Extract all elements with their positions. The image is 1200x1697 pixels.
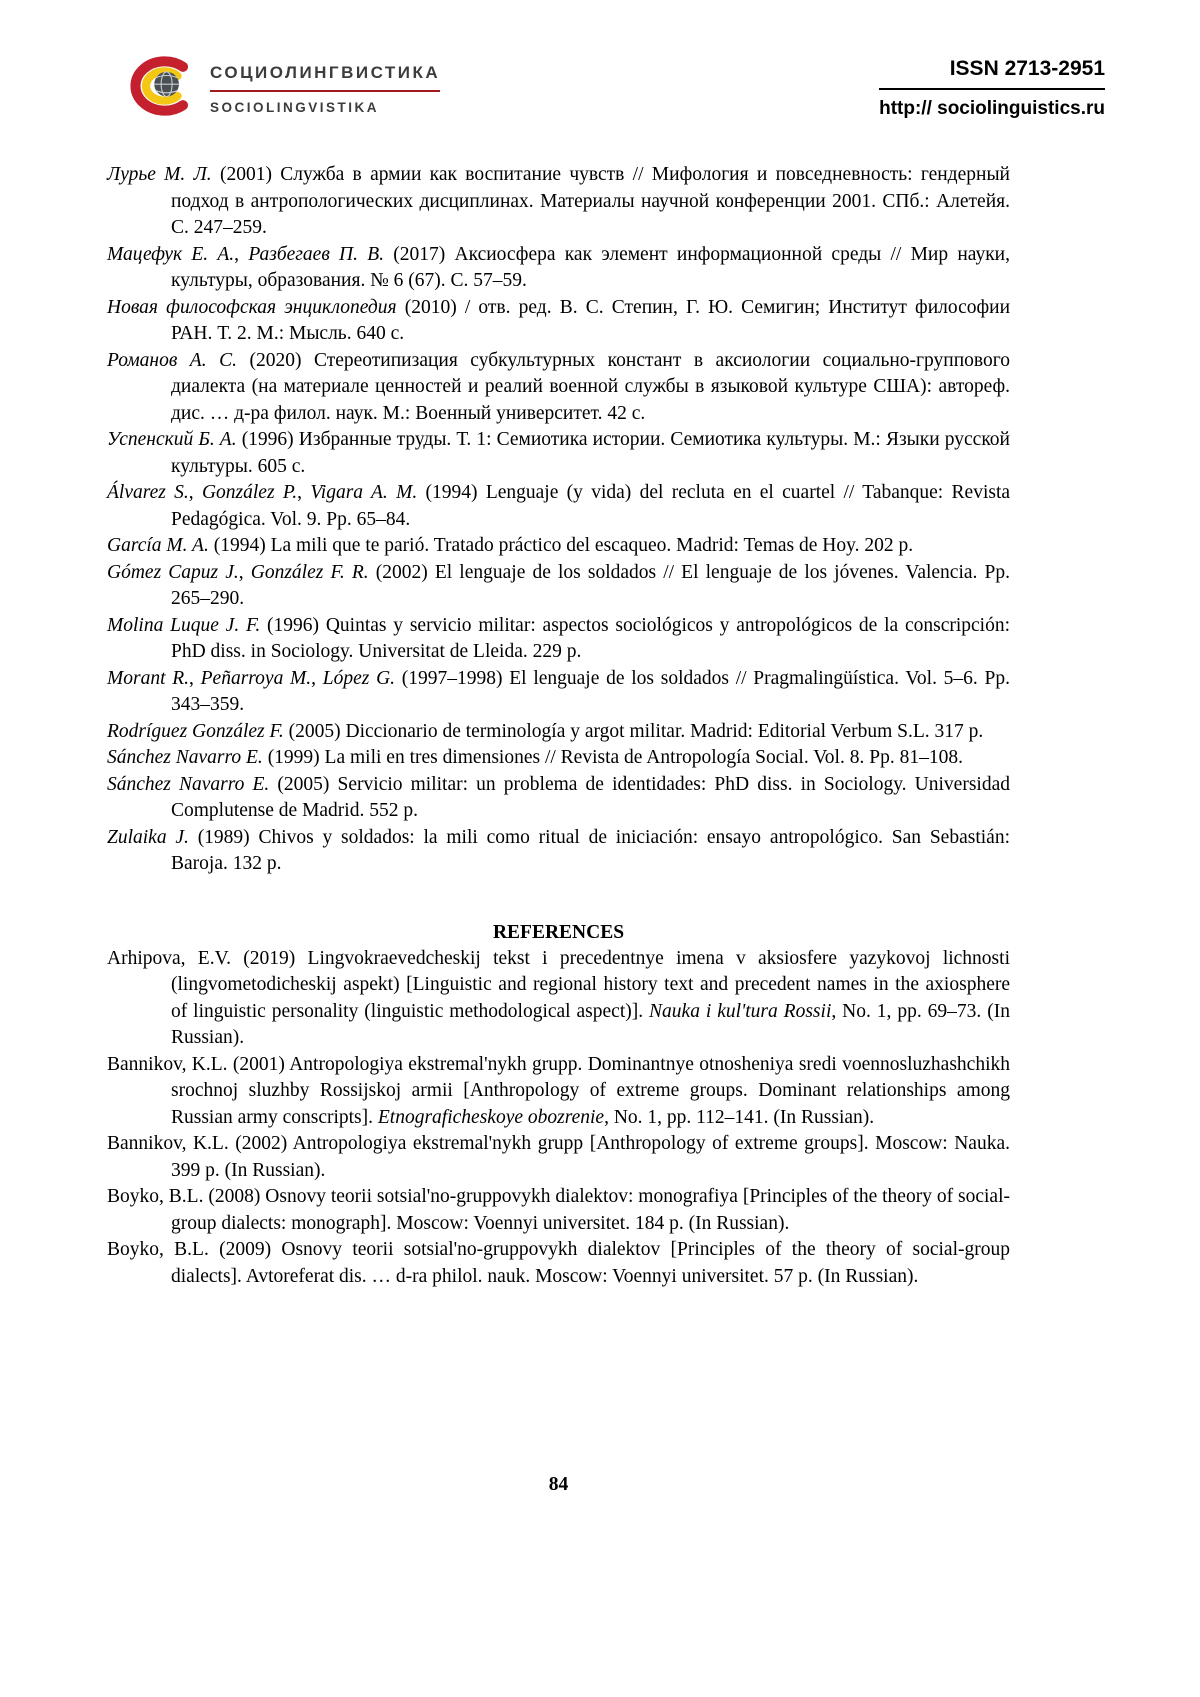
reference-italic-text: González F. R. — [250, 561, 369, 583]
reference-item — [107, 719, 1010, 746]
reference-text: (1989) Chivos y soldados: la mili como ritual de iniciación: ensayo antropológico. San Sebastián: Baroja. 132 p. — [171, 826, 1010, 874]
reference-italic-text: Molina Luque J. F. — [107, 614, 261, 636]
reference-text: (1994) Lenguaje (y vida) del recluta en el cuartel // Tabanque: Revista Pedagógica. Vol. 9. Pp. 65–84. — [171, 482, 1011, 530]
reference-item — [107, 427, 1010, 480]
reference-text: (1994) La mili que te parió. Tratado práctico del escaqueo. Madrid: Temas de Hoy. 202 p. — [208, 535, 914, 556]
reference-text: (1996) Избранные труды. Т. 1: Семиотика истории. Семиотика культуры. М.: Языки русской культуры. 605 с. — [171, 429, 1010, 477]
reference-text: (2001) Служба в армии как воспитание чувств // Мифология и повседневность: гендерный подход в антропологических дисциплинах. Материалы научной конференции 2001. СПб.: Алетейя. С. 247–259. — [171, 164, 1010, 238]
reference-text: (1997–1998) El lenguaje de los soldados // Pragmalingüística. Vol. 5–6. Pp. 343–359. — [171, 667, 1011, 715]
reference-italic-text: Zulaika J. — [107, 826, 189, 848]
reference-text: (2002) El lenguaje de los soldados // El lenguaje de los jóvenes. Valencia. Pp. 265–290. — [171, 561, 1010, 609]
reference-italic-text: Sánchez Navarro E. — [107, 747, 263, 768]
reference-italic-text: Лурье М. Л. — [107, 164, 212, 185]
reference-text: Boyko, B.L. (2009) Osnovy teorii sotsial'no-gruppovykh dialektov [Principles of the theory of social-group dialects]. Avtoreferat dis. … d-ra philol. nauk. Moscow: Voennyi universitet. 57 p. (In Russian). — [107, 1239, 1010, 1287]
reference-italic-text: Rodríguez González F. — [107, 720, 284, 742]
journal-brand — [110, 55, 440, 122]
reference-text: Boyko, B.L. (2008) Osnovy teorii sotsial'no-gruppovykh dialektov: monografiya [Principles of the theory of social-group dialects: monograph]. Moscow: Voennyi universitet. 184 p. (In Russian). — [107, 1186, 1010, 1234]
reference-italic-text: Gómez Capuz J. — [107, 561, 239, 583]
reference-text: , No. 1, pp. 69–73. (In Russian). — [171, 1000, 1010, 1048]
reference-item — [107, 1131, 1010, 1184]
reference-item — [107, 533, 1010, 560]
issn-label: ISSN 2713-2951 — [879, 57, 1105, 90]
reference-italic-text: Мацефук Е. А. — [107, 243, 235, 265]
references-heading: REFERENCES — [492, 921, 625, 943]
reference-italic-text: Álvarez S. — [107, 482, 189, 503]
reference-text: (2020) Стереотипизация субкультурных констант в аксиологии социально-группового диалекта (на материале ценностей и реалий военной службы в языковой культуре США): автореф. дис. … д-ра филол. наук. М.: Военный университет. 42 с. — [171, 349, 1010, 424]
reference-text: , — [311, 667, 323, 689]
reference-italic-text: Романов А. С. — [107, 349, 237, 371]
reference-text: , — [238, 561, 251, 583]
page-content — [107, 162, 1010, 1290]
reference-text: (2005) Diccionario de terminología y argot militar. Madrid: Editorial Verbum S.L. 317 p. — [283, 720, 984, 742]
reference-text: (2017) Аксиосфера как элемент информационной среды // Мир науки, культуры, образования. № 6 (67). С. 57–59. — [171, 243, 1010, 291]
reference-italic-text: Vigara A. M. — [310, 482, 418, 503]
reference-italic-text: Etnograficheskoye obozrenie — [377, 1106, 605, 1128]
reference-italic-text: Morant R. — [107, 667, 190, 689]
reference-italic-text: Новая философская энциклопедия — [107, 296, 397, 318]
reference-item — [107, 295, 1010, 348]
reference-item — [107, 480, 1010, 533]
reference-italic-text: Peñarroya M. — [200, 667, 312, 689]
reference-text: , — [188, 482, 202, 503]
reference-text: Arhipova, E.V. (2019) Lingvokraevedcheskij tekst i precedentnye imena v aksiosfere yazykovoj lichnosti (lingvometodicheskij aspekt) [Linguistic and regional history text and precedent names in the axiosphere of linguistic personality (linguistic methodological aspect)]. — [107, 947, 1010, 1022]
reference-text: , No. 1, pp. 112–141. (In Russian). — [604, 1106, 875, 1128]
reference-text: (1999) La mili en tres dimensiones // Revista de Antropología Social. Vol. 8. Pp. 81–108. — [262, 747, 963, 768]
reference-italic-text: García M. A. — [107, 535, 209, 556]
reference-item — [107, 242, 1010, 295]
reference-item — [107, 1052, 1010, 1132]
references-list — [107, 946, 1010, 1291]
reference-item — [107, 666, 1010, 719]
journal-meta-block — [879, 55, 1105, 120]
reference-text: Bannikov, K.L. (2002) Antropologiya ekstremal'nykh grupp [Anthropology of extreme groups]. Moscow: Nauka. 399 p. (In Russian). — [107, 1133, 1010, 1181]
reference-text: , — [234, 243, 249, 265]
journal-logo-icon — [110, 55, 194, 122]
reference-text: (1996) Quintas y servicio militar: aspectos sociológicos y antropológicos de la conscripción: PhD diss. in Sociology. Universitat de Lleida. 229 p. — [171, 614, 1010, 662]
page-header — [0, 0, 1200, 122]
page-number: 84 — [548, 1474, 569, 1495]
reference-item — [107, 825, 1010, 878]
reference-text: Bannikov, K.L. (2001) Antropologiya ekstremal'nykh grupp. Dominantnye otnosheniya sredi voennosluzhashchikh srochnoj sluzhby Rossijskoj armii [Anthropology of extreme groups. Dominant relationships among Russian army conscripts]. — [107, 1053, 1010, 1128]
reference-item — [107, 348, 1010, 428]
reference-text: , — [297, 482, 311, 503]
reference-item — [107, 613, 1010, 666]
reference-text: (2005) Servicio militar: un problema de identidades: PhD diss. in Sociology. Universidad Complutense de Madrid. 552 p. — [171, 773, 1010, 821]
reference-item — [107, 946, 1010, 1052]
reference-italic-text: González P. — [201, 482, 298, 503]
reference-italic-text: Успенский Б. А. — [107, 429, 237, 450]
journal-title-latin: SOCIOLINGVISTIKA — [210, 99, 380, 115]
reference-italic-text: López G. — [322, 667, 396, 689]
reference-italic-text: Разбегаев П. В. — [248, 243, 385, 265]
reference-text: (2010) / отв. ред. В. С. Степин, Г. Ю. Семигин; Институт философии РАН. Т. 2. М.: Мысль. 640 с. — [171, 296, 1011, 344]
reference-italic-text: Nauka i kul'tura Rossii — [649, 1000, 832, 1022]
reference-item — [107, 162, 1010, 242]
journal-title-cyrillic: СОЦИОЛИНГВИСТИКА — [210, 63, 440, 92]
reference-italic-text: Sánchez Navarro E. — [107, 773, 270, 795]
reference-text: , — [189, 667, 201, 689]
reference-item — [107, 772, 1010, 825]
reference-item — [107, 1184, 1010, 1237]
bibliography-list — [107, 162, 1010, 878]
reference-item — [107, 560, 1010, 613]
reference-item — [107, 1237, 1010, 1290]
journal-website: http:// sociolinguistics.ru — [879, 98, 1105, 119]
journal-title-block — [210, 63, 440, 115]
reference-item — [107, 745, 1010, 772]
